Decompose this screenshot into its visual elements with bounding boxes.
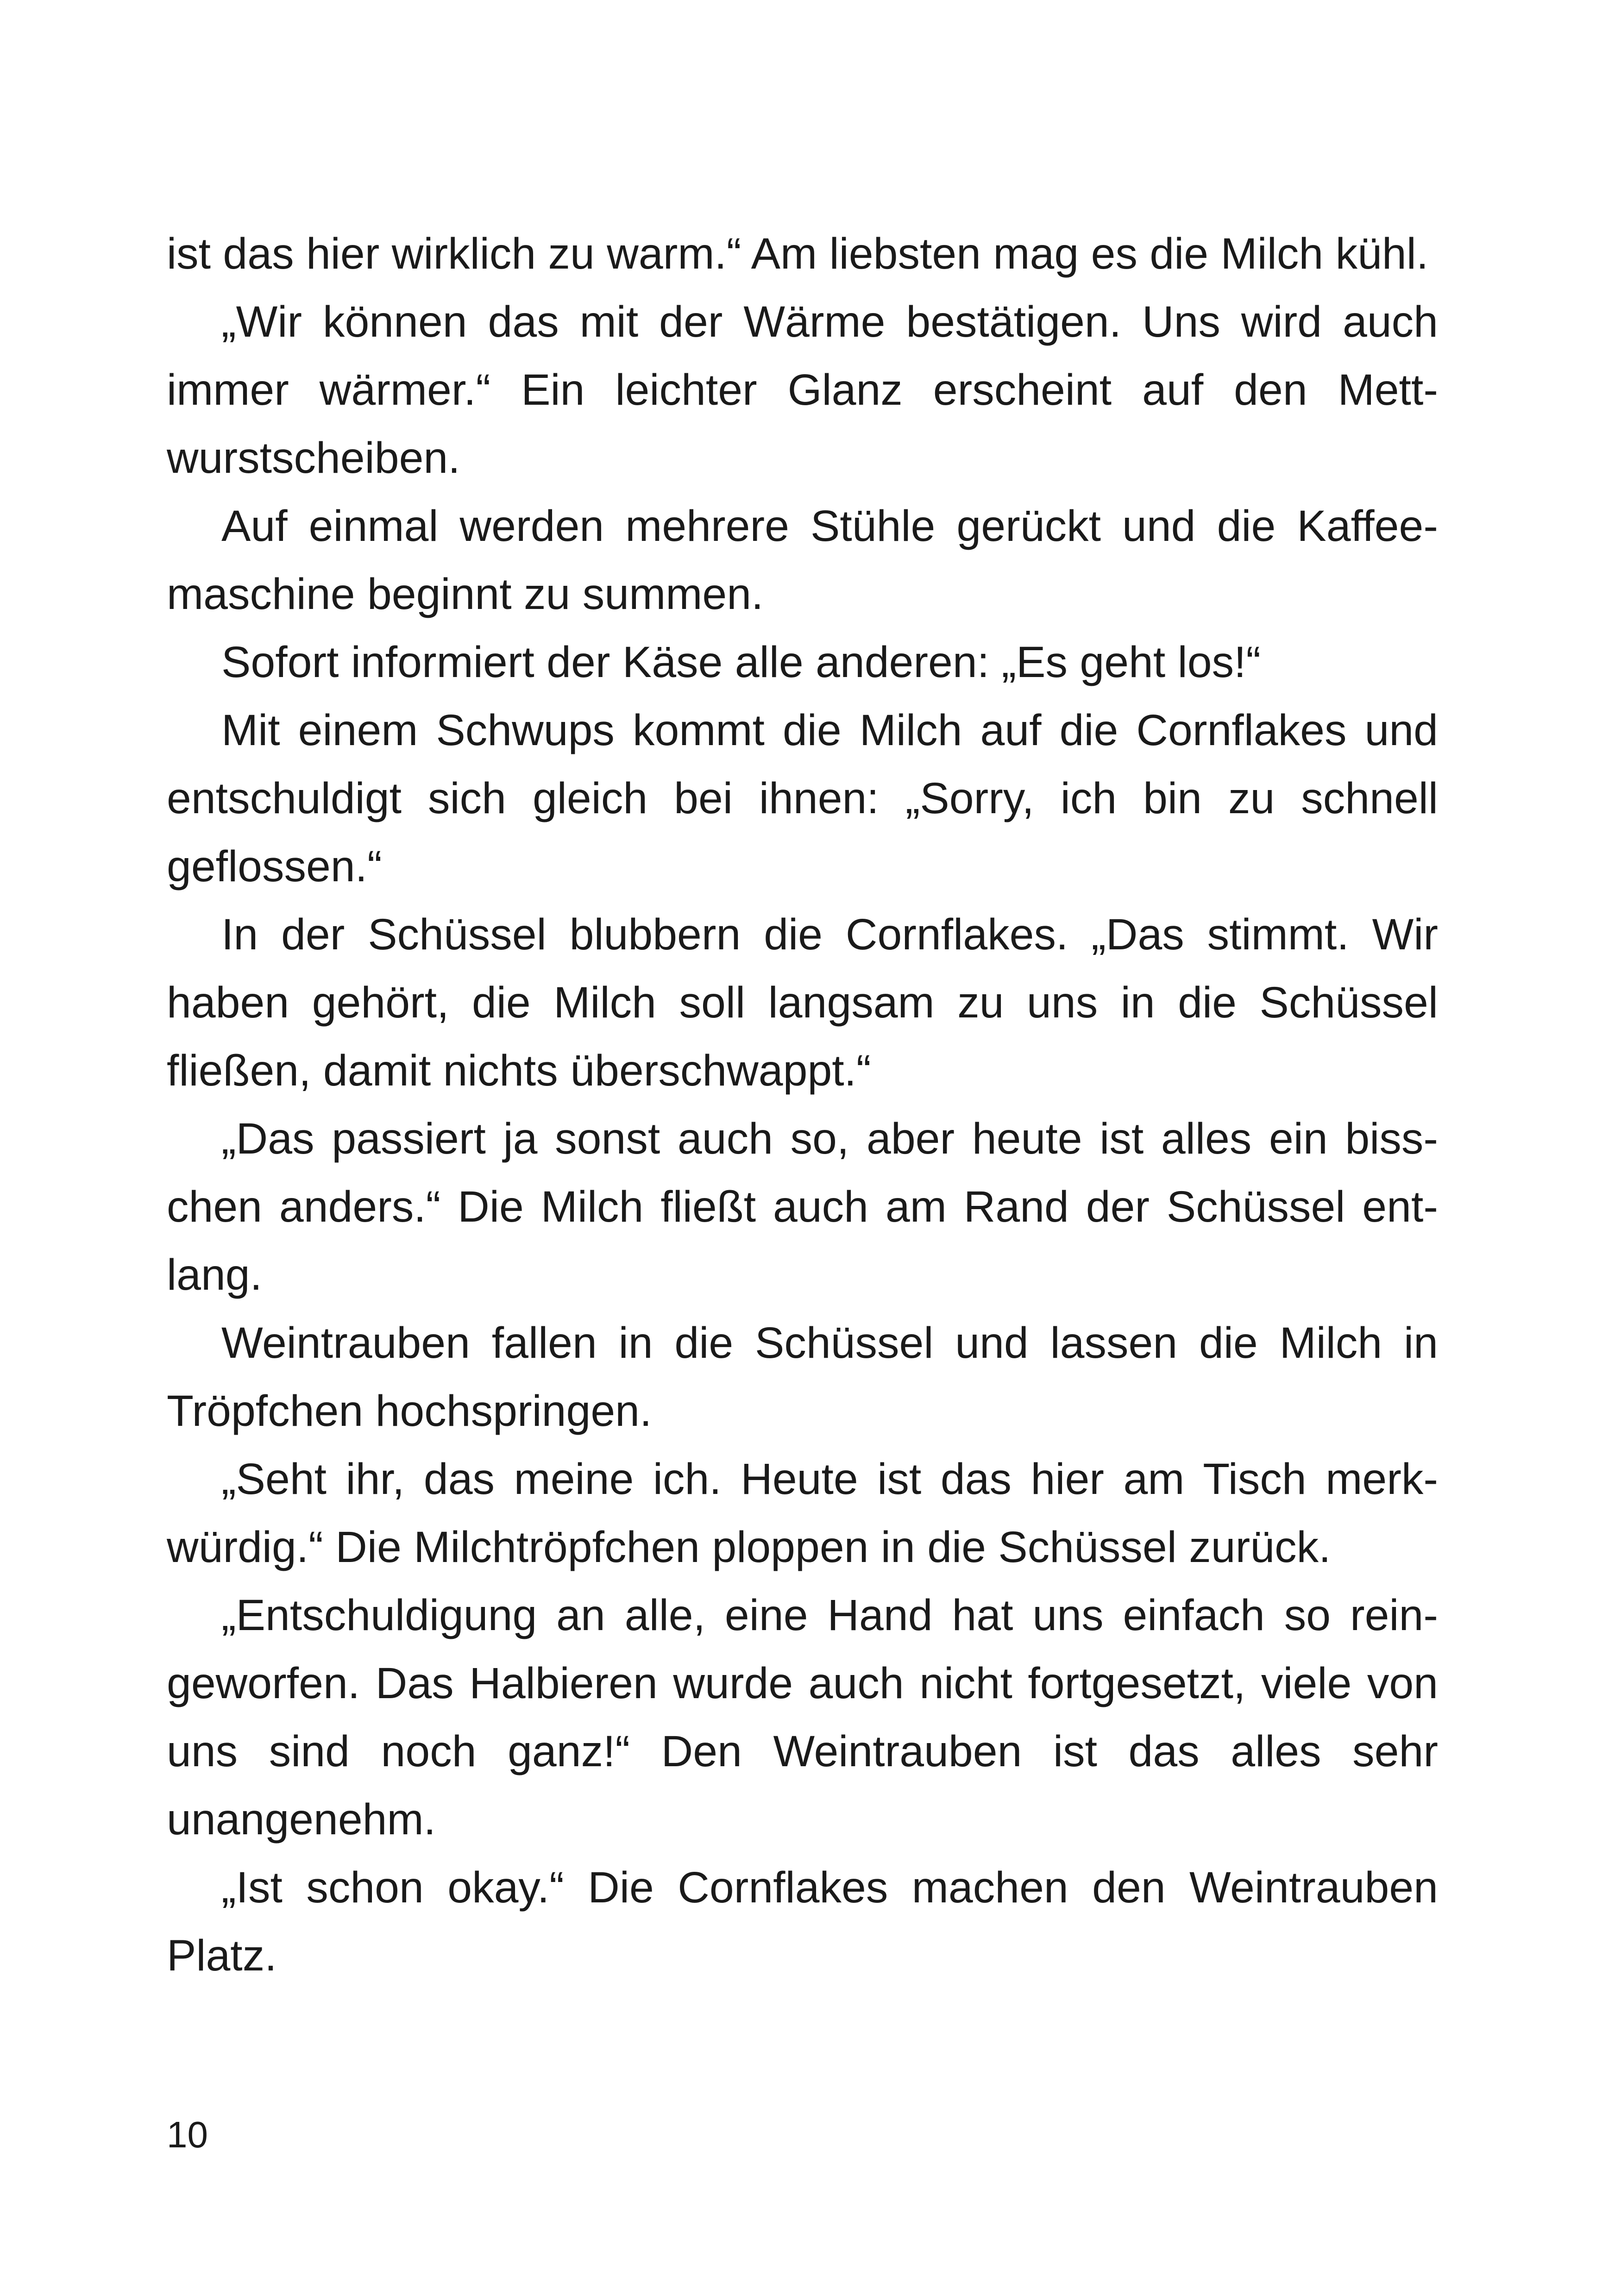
paragraph-2: „Wir können das mit der Wärme bestätigen. Uns wird auch immer wärmer.“ Ein leichter Glanz erscheint auf den Mettwurstscheiben.: [167, 297, 1438, 483]
paragraph-4: Sofort informiert der Käse alle anderen: „Es geht los!“: [221, 638, 1261, 687]
paragraph-7: „Das passiert ja sonst auch so, aber heute ist alles ein bisschen anders.“ Die Milch fließt auch am Rand der Schüssel entlang.: [167, 1114, 1438, 1299]
paragraph-10: „Entschuldigung an alle, eine Hand hat uns einfach so reingeworfen. Das Halbieren wurde auch nicht fortgesetzt, viele von uns sind noch ganz!“ Den Weintrauben ist das alles sehr unangenehm.: [167, 1591, 1438, 1844]
page-number: 10: [167, 2114, 208, 2155]
paragraph-6: In der Schüssel blubbern die Cornflakes. „Das stimmt. Wir haben gehört, die Milch soll langsam zu uns in die Schüssel fließen, damit nichts überschwappt.“: [167, 910, 1438, 1095]
paragraph-5: Mit einem Schwups kommt die Milch auf die Cornflakes und entschuldigt sich gleich bei ihnen: „Sorry, ich bin zu schnell geflossen.“: [167, 706, 1438, 891]
body-text: [167, 220, 1438, 1990]
paragraph-9: „Seht ihr, das meine ich. Heute ist das hier am Tisch merkwürdig.“ Die Milchtröpfchen ploppen in die Schüssel zurück.: [167, 1455, 1438, 1572]
paragraph-1: ist das hier wirklich zu warm.“ Am liebsten mag es die Milch kühl.: [167, 229, 1429, 278]
paragraph-8: Weintrauben fallen in die Schüssel und lassen die Milch in Tröpfchen hochspringen.: [167, 1318, 1438, 1436]
paragraph-11: „Ist schon okay.“ Die Cornflakes machen den Weintrauben Platz.: [167, 1863, 1438, 1980]
paragraph-3: Auf einmal werden mehrere Stühle gerückt und die Kaffeemaschine beginnt zu summen.: [167, 502, 1438, 619]
